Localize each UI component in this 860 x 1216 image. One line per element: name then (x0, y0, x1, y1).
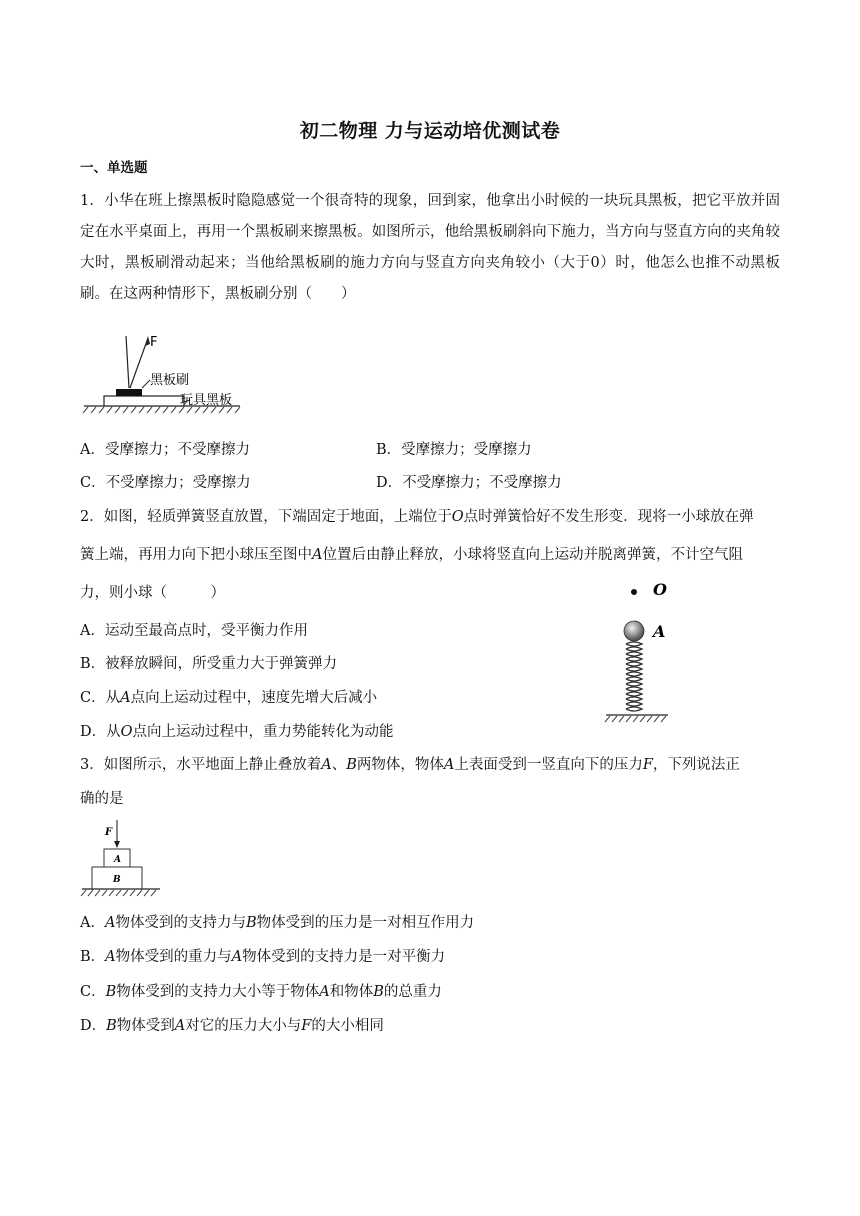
board-label: 玩具黑板 (180, 393, 233, 408)
q3-option-c[interactable]: C．B物体受到的支持力大小等于物体A和物体B的总重力 (80, 984, 442, 1000)
q3-option-a[interactable]: A．A物体受到的支持力与B物体受到的压力是一对相互作用力 (80, 915, 475, 931)
block-b-label: B (113, 875, 121, 885)
q2-option-c[interactable]: C．从A点向上运动过程中，速度先增大后减小 (80, 690, 378, 706)
section-heading: 一、单选题 (80, 160, 148, 176)
q1-option-b[interactable]: B．受摩擦力；受摩擦力 (376, 442, 532, 458)
q2-option-d[interactable]: D．从O点向上运动过程中，重力势能转化为动能 (80, 724, 394, 740)
question-3-line-2: 确的是 (80, 791, 124, 807)
q1-option-c[interactable]: C．不受摩擦力；受摩擦力 (80, 475, 251, 491)
label-o: O (653, 580, 667, 599)
q2-option-b[interactable]: B．被释放瞬间，所受重力大于弹簧弹力 (80, 656, 338, 672)
force-label: F (105, 827, 113, 838)
page-title: 初二物理 力与运动培优测试卷 (299, 120, 561, 142)
question-1-text: 1．小华在班上擦黑板时隐隐感觉一个很奇特的现象，回到家，他拿出小时候的一块玩具黑板，把它平放并固定在水平桌面上，再用一个黑板刷来擦黑板。如图所示，他给黑板刷斜向下施力，当方向与竖直方向的夹角较大时，黑板刷滑动起来；当他给黑板刷的施力方向与竖直方向夹角较小（大于0）时，他怎么也推不动黑板刷。在这两种情形下，黑板刷分别（ ） (80, 193, 780, 302)
question-3-figure (80, 818, 170, 898)
question-2-line-1: 2．如图，轻质弹簧竖直放置，下端固定于地面，上端位于O点时弹簧恰好不发生形变．现将一小球放在弹 (80, 509, 754, 525)
q3-option-b[interactable]: B．A物体受到的重力与A物体受到的支持力是一对平衡力 (80, 949, 446, 965)
question-2-line-3: 力，则小球（ ） (80, 585, 225, 601)
question-2-line-2: 簧上端，再用力向下把小球压至图中A位置后由静止释放，小球将竖直向上运动并脱离弹簧，不计空气阻 (80, 547, 743, 563)
question-1-figure (80, 330, 260, 420)
block-a-label: A (114, 855, 121, 865)
q1-option-a[interactable]: A．受摩擦力；不受摩擦力 (80, 442, 250, 458)
q1-option-d[interactable]: D．不受摩擦力；不受摩擦力 (376, 475, 562, 491)
label-a: A (653, 622, 666, 641)
brush-label: 黑板刷 (150, 373, 190, 388)
question-2-figure (604, 574, 684, 726)
q3-option-d[interactable]: D．B物体受到A对它的压力大小与F的大小相同 (80, 1018, 384, 1034)
q2-option-a[interactable]: A．运动至最高点时，受平衡力作用 (80, 623, 308, 639)
force-label: F (150, 335, 158, 350)
question-3-line-1: 3．如图所示，水平地面上静止叠放着A、B两物体，物体A上表面受到一竖直向下的压力F，下列说法正 (80, 757, 740, 773)
